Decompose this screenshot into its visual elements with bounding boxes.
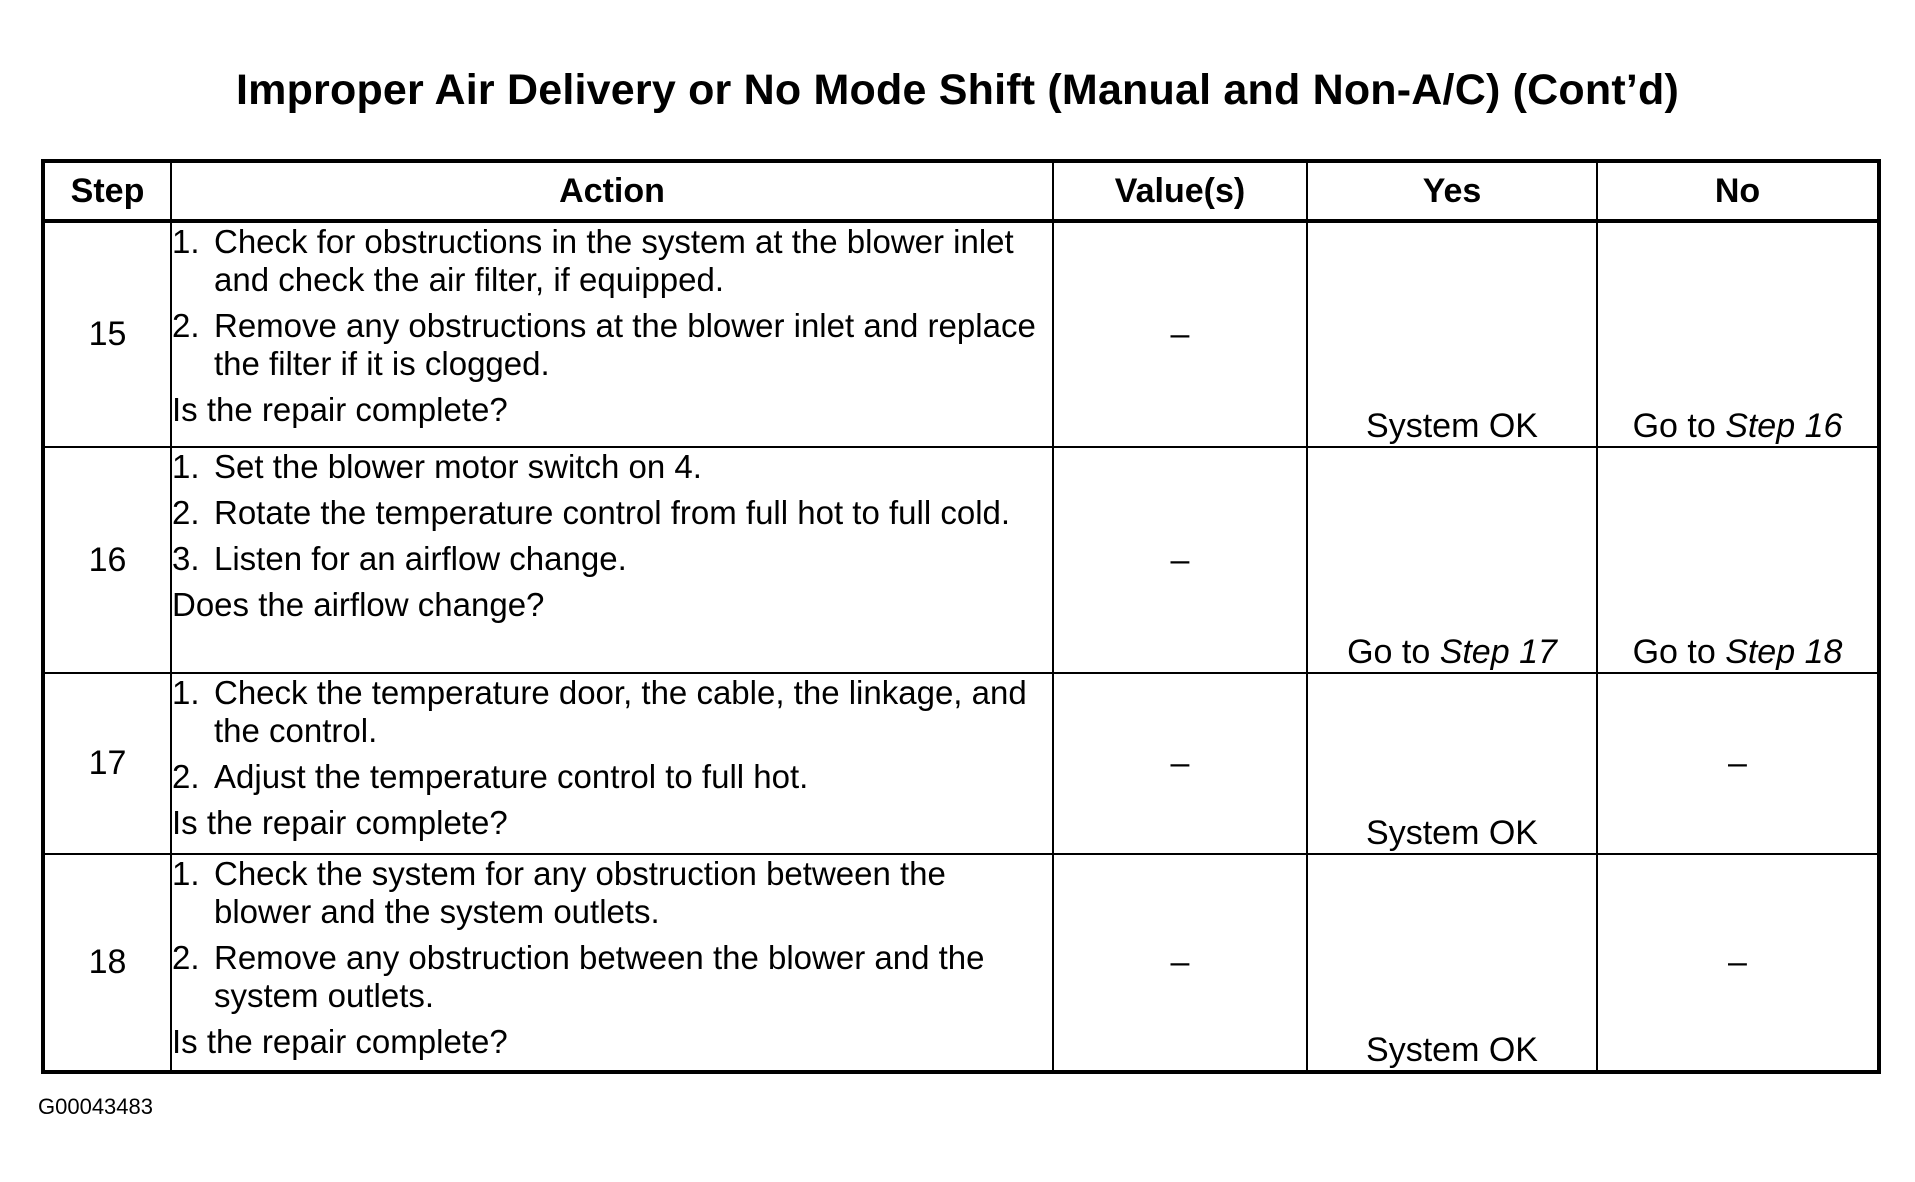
action-item [172,855,1052,931]
no-text: Go to [1632,633,1726,671]
yes-cell [1307,673,1597,854]
action-item-number: 1. [172,448,200,485]
action-item-number: 1. [172,223,200,260]
action-item-text: Rotate the temperature control from full hot to full cold. [214,494,1011,531]
action-item-text: Remove any obstructions at the blower inlet and replace the filter if it is clogged. [214,307,1036,382]
action-item-number: 2. [172,494,200,531]
action-cell [171,854,1053,1072]
yes-step-ref: Step 17 [1439,633,1557,671]
action-cell [171,221,1053,447]
value-cell: – [1053,447,1307,673]
action-question: Does the airflow change? [172,586,545,623]
no-cell [1597,447,1879,673]
action-item [172,448,1052,486]
action-item-text: Listen for an airflow change. [214,540,627,577]
no-text: – [1728,744,1747,782]
action-item [172,223,1052,299]
header-step: Step [43,161,171,221]
yes-cell [1307,854,1597,1072]
no-step-ref: Step 16 [1725,407,1843,445]
action-item-text: Adjust the temperature control to full hot. [214,758,809,795]
action-item [172,674,1052,750]
action-item-text: Check the temperature door, the cable, the linkage, and the control. [214,674,1027,749]
action-question: Is the repair complete? [172,804,508,841]
action-item-number: 1. [172,855,200,892]
action-item [172,540,1052,578]
action-item-number: 1. [172,674,200,711]
header-action: Action [171,161,1053,221]
step-number: 16 [43,447,171,673]
action-question: Is the repair complete? [172,1023,508,1060]
step-number: 17 [43,673,171,854]
action-item-number: 3. [172,540,200,577]
table-row [43,673,1879,854]
diagnostic-table [41,159,1881,1074]
action-item [172,939,1052,1015]
yes-text: System OK [1366,814,1538,852]
action-item-text: Check for obstructions in the system at the blower inlet and check the air filter, if equipped. [214,223,1014,298]
header-yes: Yes [1307,161,1597,221]
yes-cell [1307,447,1597,673]
no-cell [1597,673,1879,854]
action-cell [171,447,1053,673]
no-text: Go to [1632,407,1726,445]
action-item-text: Set the blower motor switch on 4. [214,448,702,485]
table-row [43,221,1879,447]
value-cell: – [1053,221,1307,447]
page-title: Improper Air Delivery or No Mode Shift (Manual and Non-A/C) (Cont’d) [236,66,1679,114]
no-cell [1597,854,1879,1072]
table-row [43,447,1879,673]
yes-text: System OK [1366,1031,1538,1069]
yes-text: Go to [1347,633,1440,671]
no-cell [1597,221,1879,447]
step-number: 15 [43,221,171,447]
action-cell [171,673,1053,854]
action-item-number: 2. [172,758,200,795]
action-item-number: 2. [172,307,200,344]
value-cell: – [1053,673,1307,854]
action-item [172,758,1052,796]
yes-cell [1307,221,1597,447]
header-values: Value(s) [1053,161,1307,221]
action-question: Is the repair complete? [172,391,508,428]
no-step-ref: Step 18 [1725,633,1843,671]
yes-text: System OK [1366,407,1538,445]
action-item-text: Remove any obstruction between the blower and the system outlets. [214,939,985,1014]
figure-id: G00043483 [38,1094,153,1119]
action-item-text: Check the system for any obstruction between the blower and the system outlets. [214,855,946,930]
step-number: 18 [43,854,171,1072]
table-row [43,854,1879,1072]
action-item [172,307,1052,383]
value-cell: – [1053,854,1307,1072]
action-item-number: 2. [172,939,200,976]
header-no: No [1597,161,1879,221]
table-header-row [43,161,1879,221]
no-text: – [1728,943,1747,981]
action-item [172,494,1052,532]
